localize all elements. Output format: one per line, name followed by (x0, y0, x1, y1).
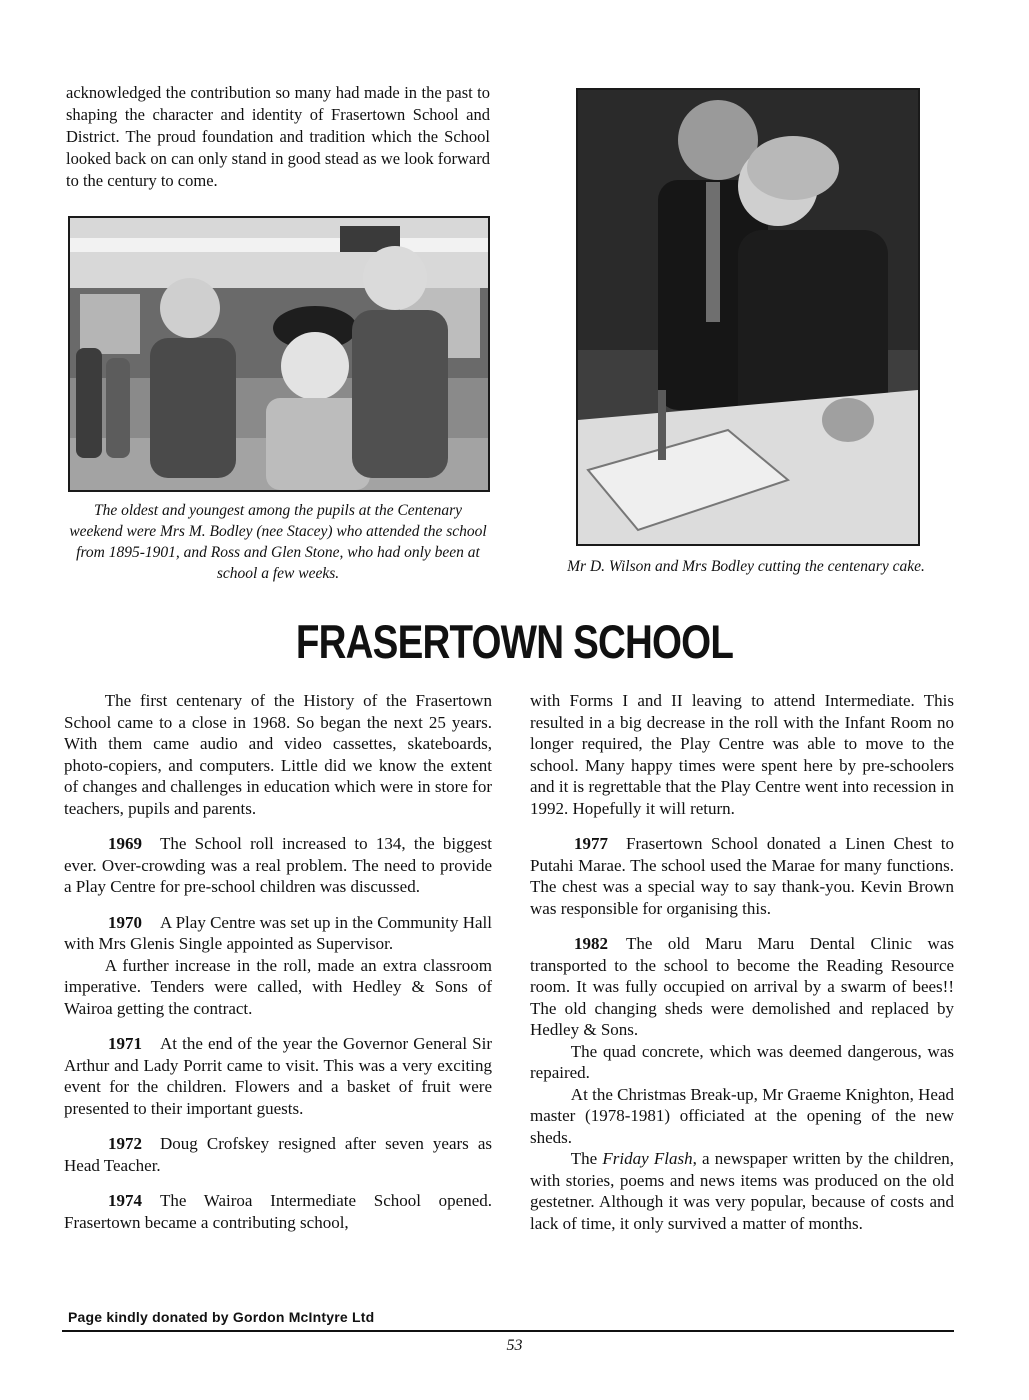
entry-text: At the end of the year the Governor General Sir Arthur and Lady Porrit came to visit. This was a very exciting event for the children. Flowers and a basket of fruit were presented to their important guests. (64, 1034, 492, 1118)
children-photo (68, 216, 490, 492)
left-column (64, 690, 492, 1247)
year-label: 1977 (574, 834, 608, 853)
entry-1970-continuation: A further increase in the roll, made an extra classroom imperative. Tenders were called, with Hedley & Sons of Wairoa getting the contract. (64, 955, 492, 1018)
page-number: 53 (506, 1337, 523, 1354)
text-prefix: The (570, 1149, 603, 1168)
entry-1974 (64, 1190, 492, 1233)
footer-divider (62, 1330, 954, 1332)
right-column (530, 690, 954, 1234)
year-label: 1971 (108, 1034, 142, 1053)
entry-1982 (530, 933, 954, 1041)
entry-text: A Play Centre was set up in the Community Hall with Mrs Glenis Single appointed as Supervisor. (64, 912, 492, 953)
entry-1970 (64, 912, 492, 955)
year-label: 1969 (108, 834, 142, 853)
entry-text: The old Maru Maru Dental Clinic was transported to the school to become the Reading Resource room. It was fully occupied on arrival by a swarm of bees!! The old changing sheds were demolished and replaced by Hedley & Sons. (530, 934, 954, 1039)
year-label: 1974 (108, 1191, 142, 1210)
section-title: FRASERTOWN SCHOOL (295, 615, 734, 668)
entry-1971 (64, 1033, 492, 1119)
sponsor-note: Page kindly donated by Gordon McIntyre Ltd (68, 1309, 375, 1325)
children-photo-caption: The oldest and youngest among the pupils at the Centenary weekend were Mrs M. Bodley (nee Stacey) who attended the school from 1895-1901, and Ross and Glen Stone, who had only been at school a few weeks. (69, 502, 487, 582)
entry-text: Doug Crofskey resigned after seven years as Head Teacher. (64, 1134, 492, 1175)
year-label: 1970 (108, 912, 142, 932)
text-rest: , a newspaper written by the children, with stories, poems and news items was produced on the old gestetner. Although it was very popular, because of costs and lack of time, it only survived a matter of months. (530, 1149, 954, 1233)
entry-1982-friday-flash (530, 1148, 954, 1234)
entry-1969 (64, 833, 492, 898)
newspaper-title: Friday Flash (602, 1149, 693, 1168)
cake-cutting-photo-image (578, 90, 918, 544)
entry-text: Frasertown School donated a Linen Chest to Putahi Marae. The school used the Marae for many functions. The chest was a special way to say thank-you. Kevin Brown was responsible for organising this. (530, 834, 954, 918)
children-photo-image (70, 218, 488, 490)
entry-text: The School roll increased to 134, the biggest ever. Over-crowding was a real problem. The need to provide a Play Centre for pre-school children was discussed. (64, 834, 492, 896)
entry-1982-break-up: At the Christmas Break-up, Mr Graeme Knighton, Head master (1978-1981) officiated at the opening of the new sheds. (530, 1084, 954, 1147)
entry-1972 (64, 1133, 492, 1176)
cake-photo-caption: Mr D. Wilson and Mrs Bodley cutting the centenary cake. (567, 558, 925, 575)
entry-1982-quad: The quad concrete, which was deemed dangerous, was repaired. (530, 1041, 954, 1082)
continued-paragraph: with Forms I and II leaving to attend Intermediate. This resulted in a big decrease in the roll with the Infant Room no longer required, the Play Centre was able to move to the school. Many happy times were spent here by pre-schoolers and it is regrettable that the Play Centre went into recession in 1992. Hopefully it will return. (530, 691, 954, 818)
opening-paragraph: The first centenary of the History of the Frasertown School came to a close in 1968. So began the next 25 years. With them came audio and video cassettes, skateboards, photo-copiers, and computers. Little did we know the extent of changes and challenges in education which were in store for teachers, pupils and parents. (64, 691, 492, 818)
year-label: 1982 (574, 934, 608, 953)
intro-paragraph: acknowledged the contribution so many had made in the past to shaping the character and identity of Frasertown School and District. The proud foundation and tradition which the School looked back on can only stand in good stead as we look forward to the century to come. (66, 83, 490, 190)
year-label: 1972 (108, 1134, 142, 1153)
cake-cutting-photo (576, 88, 920, 546)
entry-text: The Wairoa Intermediate School opened. Frasertown became a contributing school, (64, 1191, 492, 1232)
entry-1977 (530, 833, 954, 919)
